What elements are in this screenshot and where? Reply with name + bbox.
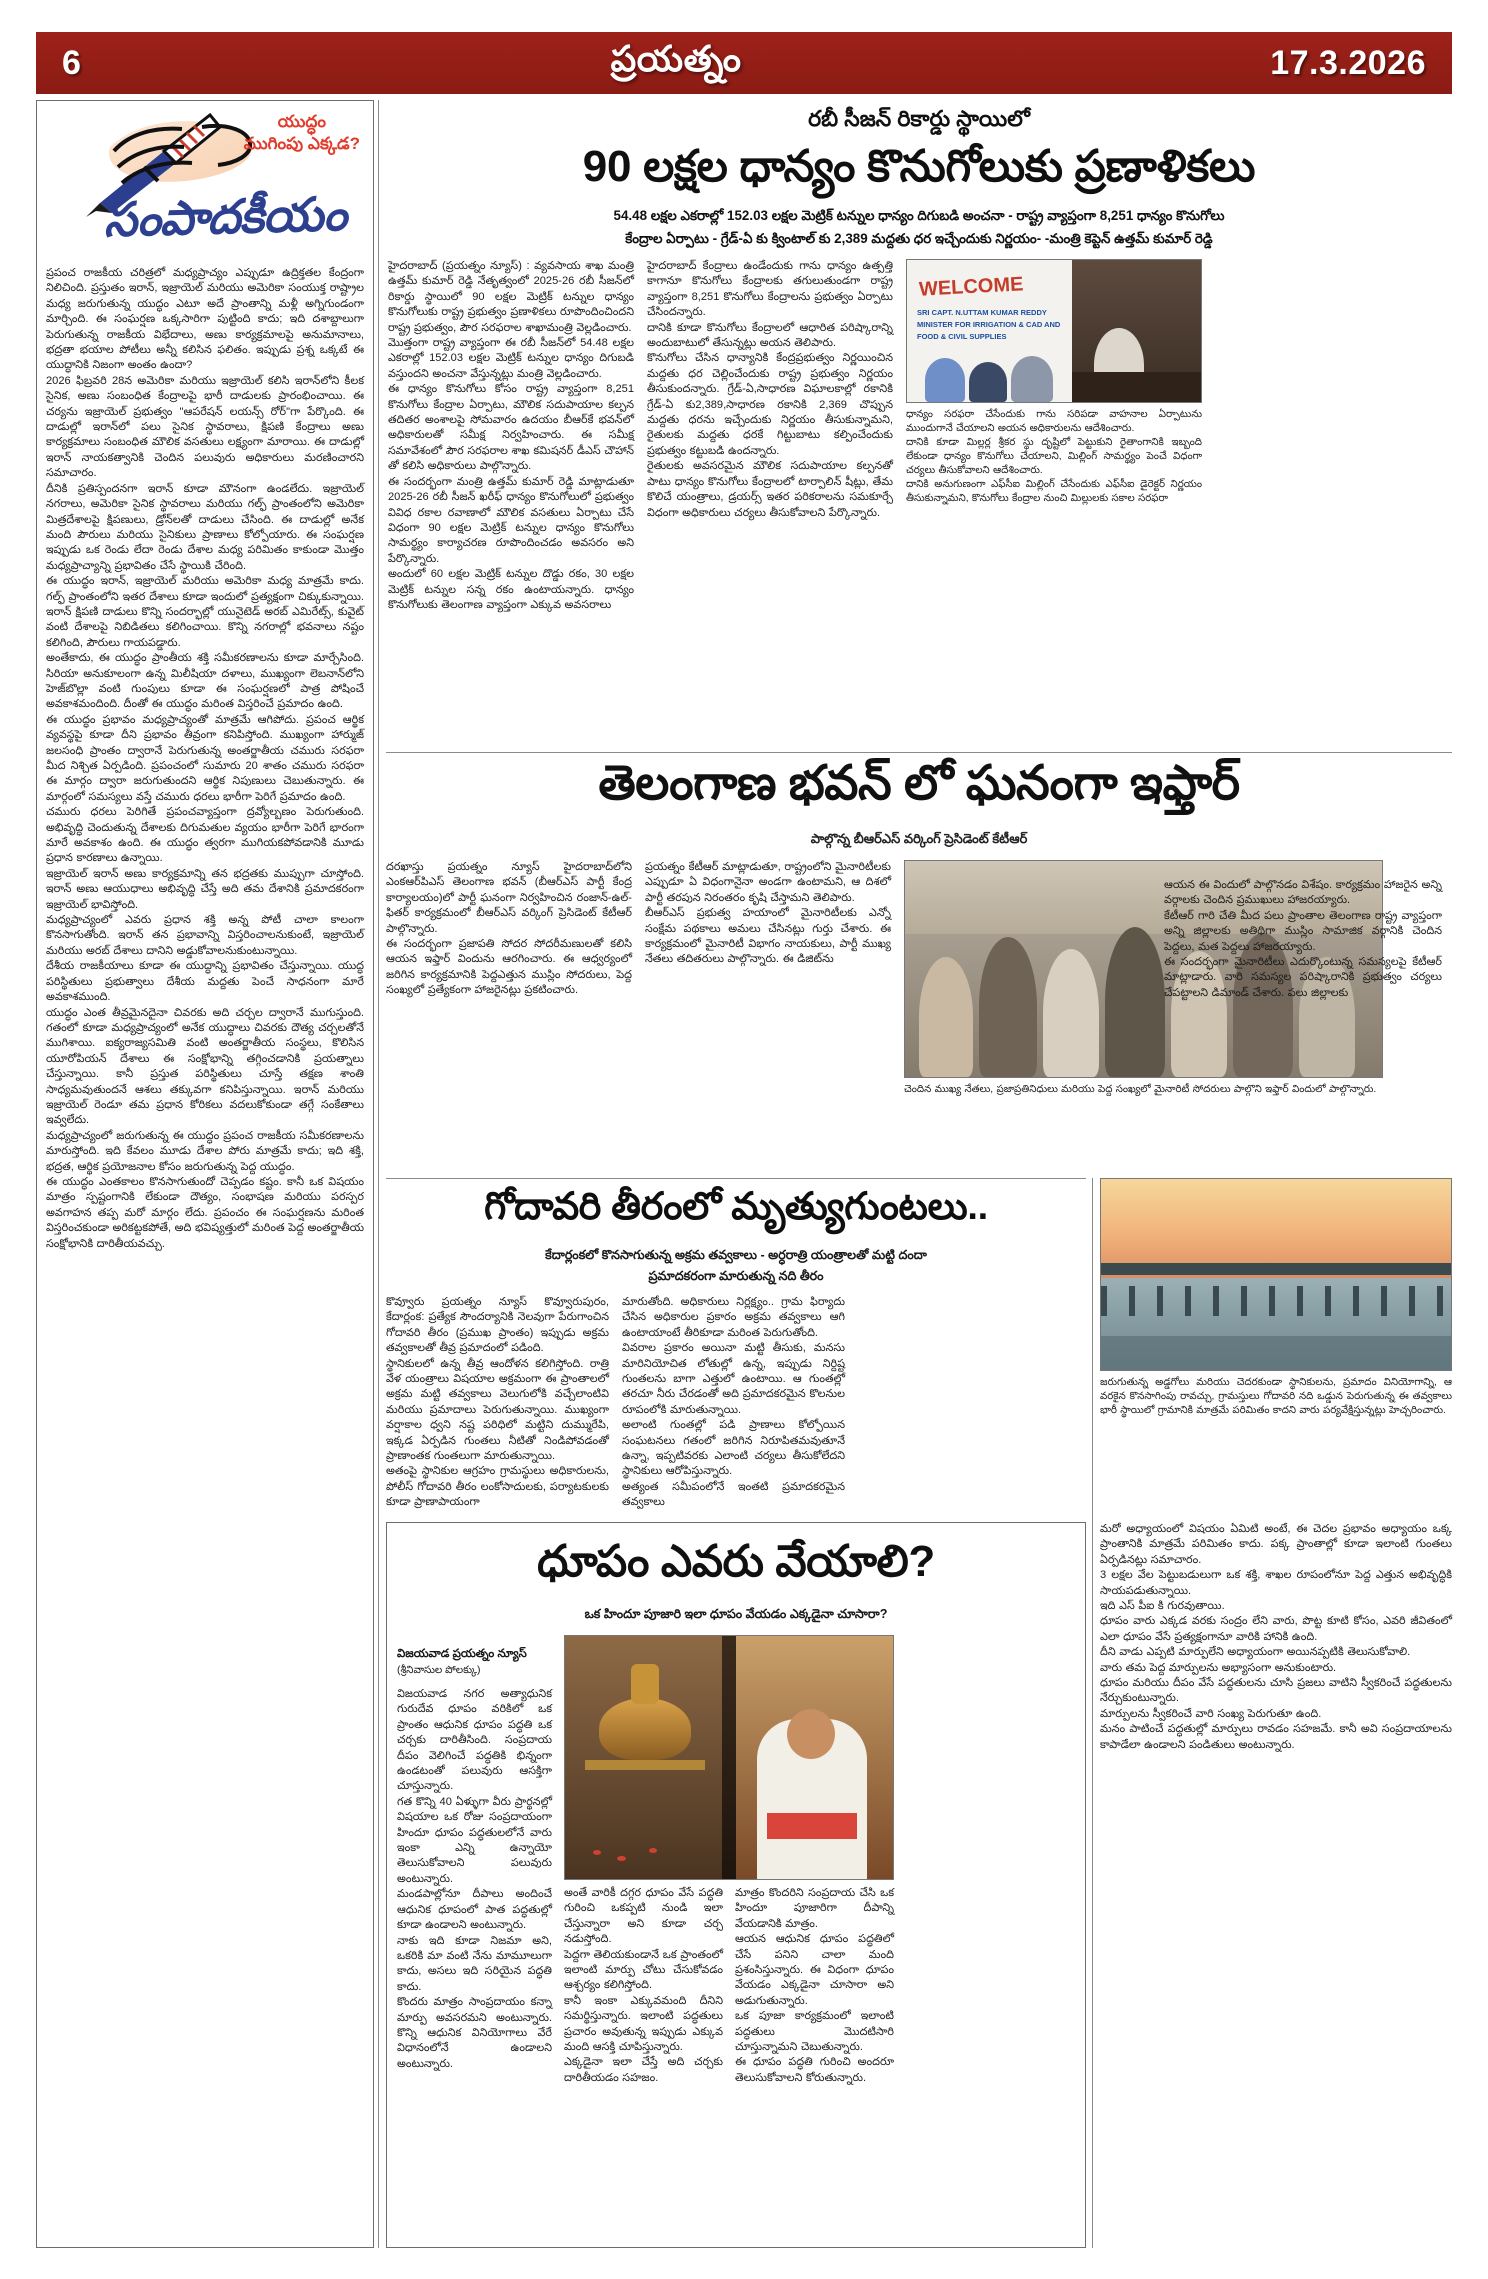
story-dhoopam-column-2: [564, 1886, 723, 2086]
story-iftar-column-1: [386, 860, 632, 1097]
person-figure: [979, 937, 1037, 1077]
godavari-bridge-photo: [1100, 1178, 1452, 1371]
story-grain-column-3: [906, 408, 1202, 506]
podium: [1072, 372, 1201, 402]
banner-line-2: MINISTER FOR IRRIGATION & CAD AND: [917, 320, 1061, 329]
editorial-kicker-line2: ముగింపు ఎక్కడ?: [243, 134, 360, 153]
paragraph: ధూపం వారు ఎక్కడ వరకు సంద్రం లేని వారు, పొట్ట కూటి కోసం, ఎవరి జీవితంలో ఎలా ధూపం వేసే ప్రత్యక్షంగానూ వారికి హానికి ఉంది.: [1100, 1615, 1452, 1643]
editorial-paragraph: దీనికి ప్రతిస్పందనగా ఇరాన్ కూడా మౌనంగా ఉండలేదు. ఇజ్రాయెల్ నగరాలు, అమెరికా సైనిక స్థావరాలు మరియు గల్ఫ్ ప్రాంతంలోని అమెరికా మిత్రదేశాలపై క్షిపణులు, డ్రోన్‌లతో దాడులు చేసింది. ఈ దాడుల్లో అనేక మంది పౌరులు మరియు సైనికులు ప్రాణాలు కోల్పోయారు. ఈ సంఘర్షణ ఇప్పుడు ఒక రెండు లేదా రెండు దేశాల మధ్య పరిమితం కాకుండా మొత్తం మధ్యప్రాచ్యాన్ని ప్రభావితం చేసే స్థాయికి చేరింది.: [46, 482, 364, 572]
editorial-paragraph: యుద్ధం ఎంత తీవ్రమైనదైనా చివరకు అది చర్చల ద్వారానే ముగుస్తుంది. గతంలో కూడా మధ్యప్రాచ్యంలో అనేక యుద్ధాలు చివరకు దౌత్య చర్చలతోనే ముగిశాయి. ఐక్యరాజ్యసమితి వంటి అంతర్జాతీయ సంస్థలు, కొలిసిన యూరోపియన్ దేశాలు ఈ సంక్షోభాన్ని తగ్గించడానికి ప్రయత్నాలు చేస్తున్నాయి. కానీ ప్రస్తుత పరిస్థితులు చూస్తే తక్షణ శాంతి సాధ్యమవుతుందనే ఆశలు తక్కువగా కనిపిస్తున్నాయి. ఇరాన్ మరియు ఇజ్రాయెల్ రెండూ తమ ప్రధాన కోరికలు వదలుకోకుండా తగ్గే సంకేతాలు ఇవ్వలేదు.: [46, 1006, 364, 1127]
story-grain-photo-column: [906, 259, 1202, 613]
story-godavari-headline: గోదావరి తీరంలో మృత్యుగుంటలు..: [484, 1186, 988, 1228]
paragraph: కానీ ఇంకా ఎక్కువమంది దీనిని సమర్థిస్తున్నారు. ఇలాంటి పద్ధతులు ప్రచారం అవుతున్న ఇప్పుడు ఎక్కువ మంది ఆసక్తి చూపిస్తున్నారు.: [564, 1994, 723, 2054]
story-grain-headline: 90 లక్షల ధాన్యం కొనుగోలుకు ప్రణాళికలు: [582, 142, 1256, 191]
editorial-paragraph: ప్రపంచ రాజకీయ చరిత్రలో మధ్యప్రాచ్యం ఎప్పుడూ ఉద్రిక్తతల కేంద్రంగా నిలిచింది. ప్రస్తుతం ఇరాన్, ఇజ్రాయెల్ మరియు అమెరికా సంయుక్త రాష్ట్రాల మధ్య జరుగుతున్న యుద్ధం ఎటూ అదే ప్రాంతాన్ని మళ్లీ అగ్నిగుండంగా మార్చింది. ఈ సంఘర్షణ ఒక్కసారిగా పుట్టింది కాదు; ఇది దశాబ్దాలుగా పెరుగుతున్న రాజకీయ విభేదాలు, అణు కార్యక్రమాలపై అనుమానాలు, భద్రతా భయాల పోటీలు అన్నీ కలిసిన ఫలితం. ఇప్పుడు ప్రశ్న ఒక్కటే ఈ యుద్ధానికి నిజంగా అంతం ఉందా?: [46, 267, 364, 372]
minister-press-meet-photo: [906, 259, 1202, 403]
flower-petal: [617, 1856, 626, 1861]
section-divider: [386, 752, 1452, 753]
story-grain-column-1: [388, 259, 634, 613]
story-iftar-column-2: [645, 860, 891, 1097]
paragraph: హైదరాబాద్ (ప్రయత్నం న్యూస్) : వ్యవసాయ శాఖ మంత్రి ఉత్తమ్ కుమార్ రెడ్డి నేతృత్వంలో 2025-26 రబీ సీజన్‌లో రికార్డు స్థాయిలో 90 లక్షల మెట్రిక్ టన్నుల ధాన్యం కొనుగోలుకు రాష్ట్ర ప్రభుత్వం ప్రణాళికలు రూపొందించిందని రాష్ట్ర ప్రభుత్వం, పౌర సరఫరాల శాఖామంత్రి వెల్లడించారు.: [388, 260, 634, 334]
publication-title: ప్రయత్నం: [610, 37, 742, 79]
paragraph: మాత్రం కొందరిని సంప్రదాయ చేసి ఒక హిందూ పూజారిగా దీపాన్ని వేయడానికి మాత్రం.: [735, 1887, 894, 1930]
story-iftar-column-3: [1164, 878, 1442, 1001]
story-grain-column-2: [647, 259, 893, 613]
story-grain-procurement: [386, 100, 1452, 740]
story-godavari: [386, 1178, 1086, 1508]
person-figure: [1105, 927, 1165, 1077]
paragraph: ధూపం మరియు దీపం వేసే పద్ధతులను చూసి ప్రజలు వాటిని స్వీకరించే పద్ధతులను నేర్చుకుంటున్నారు.: [1100, 1677, 1452, 1705]
story-dhoopam-byline-secondary: (శ్రీనివాసుల పోలక్కు): [397, 1665, 481, 1676]
editorial-paragraph: ఈ యుద్ధం ఎంతకాలం కొనసాగుతుందో చెప్పడం కష్టం. కానీ ఒక విషయం మాత్రం స్పష్టంగానికి లేకుండా దౌత్యం, సంభాషణ మరియు పరస్పర అవగాహన తప్ప మరో మార్గం లేదు. ప్రపంచం ఈ సంఘర్షణను మరింత విస్తరించకుండా అరికట్టకపోతే, అది భవిష్యత్తులో మరింత పెద్ద అంతర్జాతీయ సంక్షోభానికి దారితీయవచ్చు.: [46, 1175, 364, 1250]
story-iftar-photo-caption: చెందిన ముఖ్య నేతలు, ప్రజాప్రతినిధులు మరియు పెద్ద సంఖ్యలో మైనారిటీ సోదరులు పాల్గొని ఇఫ్తార్ విందులో పాల్గొన్నారు.: [904, 1084, 1377, 1095]
paragraph: దీని వాడు ఎప్పటి మార్పులేని అధ్యాయంగా అయినప్పటికి తెలుసుకోవాలి.: [1100, 1646, 1411, 1659]
story-godavari-photo-caption: జరుగుతున్న అడ్డగోలు మరియు చెదరకుండా స్థానికులను, ప్రమాదం వినియోగాన్ని, ఆ వరకైన కొనసాగింపు రావచ్చు, గ్రామస్తులు గోదావరి నది ఒడ్డున పెరుగుతున్న ఈ తవ్వకాలు భారీ స్థాయిలో గ్రామానికి మాత్రమే పరిమితం కాదని వారు పర్యవేక్షిస్తున్నట్లు హెచ్చరించారు.: [1100, 1377, 1452, 1416]
story-dhoopam-body: [397, 1635, 1075, 2086]
paragraph: ఈ ధాన్యం కొనుగోలు కోసం రాష్ట్ర వ్యాప్తంగా 8,251 కొనుగోలు కేంద్రాల ఏర్పాటు, మౌలిక సదుపాయాల కల్పన తదితర అంశాలపై సోమవారం ఉదయం బీఆర్‌కే భవన్‌లో అధికారులతో సమీక్ష నిర్వహించారు. ఈ సమీక్ష సమావేశంలో పౌర సరఫరాల శాఖ కమిషనర్ డీఎస్ చౌహాన్ తో కలిసి అధికారులు పాల్గొన్నారు.: [388, 383, 634, 473]
paragraph: అలాంటి గుంతల్లో పడి ప్రాణాలు కోల్పోయిన సంఘటనలు గతంలో జరిగిన నిరూపితమవుతూనే ఉన్నా, ఇప్పటివరకు ఎలాంటి చర్యలు తీసుకోలేదని స్థానికులు ఆరోపిస్తున్నారు.: [622, 1419, 845, 1478]
story-godavari-photo-column: [1100, 1178, 1452, 1418]
section-divider: [386, 1178, 1086, 1179]
editorial-kicker: [244, 111, 360, 155]
banner-line-3: FOOD & CIVIL SUPPLIES: [917, 332, 1007, 341]
editorial-paragraph: చమురు ధరలు పెరిగితే ప్రపంచవ్యాప్తంగా ద్రవ్యోల్బణం పెరుగుతుంది. అభివృద్ధి చెందుతున్న దేశాలకు దిగుమతుల వ్యయం భారీగా పెరిగే భారంగా మారే అవకాశం ఉంది. ఈ యుద్ధం త్వరగా ముగియకపోవడానికి మూడు ప్రధాన కారణాలు ఉన్నాయి.: [46, 806, 364, 865]
paragraph: దానికి కూడా కొనుగోలు కేంద్రాలలో ఆధారిత పరిష్కారాన్ని అందుబాటులో తేసున్నట్లు అయన తెలిపారు.: [647, 321, 893, 350]
paragraph: ఆయన ఆధునిక ధూపం పద్ధతిలో చేసే పనిని చాలా మంది ప్రశంసిస్తున్నారు. ఈ విధంగా ధూపం వేయడం ఎక్కడైనా చూసారా అని అడుగుతున్నారు.: [735, 1933, 894, 2007]
paragraph: దరఖాస్తు ప్రయత్నం న్యూస్ హైదరాబాద్‌లోని ఎంకఆర్‌పిఎస్ తెలంగాణ భవన్ (బీఆర్‌ఎస్ పార్టీ కేంద్ర కార్యాలయం)లో పార్టీ ఘనంగా నిర్వహించిన రంజాన్-ఉల్-ఫితర్ కార్యక్రమంలో బీఆర్‌ఎస్ వర్కింగ్ ప్రెసిడెంట్ కేటీఆర్ పాల్గొన్నారు.: [386, 861, 632, 935]
paragraph: ఈ ధూపం పద్ధతి గురించి అందరూ తెలుసుకోవాలని కోరుతున్నారు.: [735, 2056, 894, 2084]
paragraph: ఇది ఎస్ పీఐ కి గురవుతాయి.: [1100, 1600, 1225, 1613]
priest-dhoopam-photo: [564, 1635, 894, 1880]
column-rule: [1092, 1178, 1093, 2248]
story-godavari-column-1: [386, 1295, 609, 1511]
bridge-deck: [1101, 1263, 1451, 1275]
vessel-handle: [631, 1664, 659, 1704]
story-godavari-subhead-line1: కేదార్లంకలో కొనసాగుతున్న అక్రమ తవ్వకాలు - అర్ధరాత్రి యంత్రాలతో మట్టి దందా: [545, 1248, 927, 1262]
page-number: 6: [62, 43, 82, 82]
paragraph: మనం పాటించే పద్ధతుల్లో మార్పులు రావడం సహజమే. కానీ అవి సంప్రదాయాలను కాపాడేలా ఉండాలని పండితులు అంటున్నారు.: [1100, 1723, 1452, 1751]
story-dhoopam-photo-column: [564, 1635, 894, 2086]
story-godavari-subhead-line2: ప్రమాదకరంగా మారుతున్న నది తీరం: [648, 1269, 824, 1283]
masthead: [36, 32, 1452, 94]
paragraph: దానికి అనుగుణంగా ఎఫ్‌సీఐ మిల్లింగ్ చేసేందుకు ఎఫ్‌సీఐ డైరెక్టర్ నిర్ణయం తీసుకున్నామని, కొనుగోలు కేంద్రాల నుంచి మిల్లులకు సకాల సరఫరా: [906, 479, 1202, 504]
paragraph: ప్రయత్నం కేటీఆర్ మాట్లాడుతూ, రాష్ట్రంలోని మైనారిటీలకు ఎప్పుడూ ఏ విధంగానైనా అండగా ఉంటామని, ఆ దిశలో పార్టీ తరపున నిరంతరం కృషి చేస్తామని తెలిపారు.: [645, 861, 891, 904]
editorial-masthead: [46, 107, 364, 262]
paragraph: కొనుగోలు చేసిన ధాన్యానికి కేంద్రప్రభుత్వం నిర్ణయించిన మద్దతు ధర చెల్లించేందుకు రాష్ట్ర ప్రభుత్వం నిర్ణయం తీసుకుందన్నారు. గ్రేడ్-ఏ,సాధారణ విఘాలకాల్లో రకానికి గ్రేడ్-ఏ కు2,389,సాధారణ రకానికి 2,369 చొప్పున మద్దతు ధరను ఇచ్చేందుకు నిర్ణయం తీసుకున్నామని, రైతులకు మద్దతు ధరకే గిట్టుబాటు కల్పించేందుకు ప్రభుత్వం కట్టుబడి ఉందన్నారు.: [647, 352, 893, 457]
paragraph: నాకు ఇది కూడా నిజమా అని, ఒకరికి మా వంటి నేను మామూలుగా కాదు, అసలు ఇది సరియైన పద్ధతి కాదు.: [397, 1934, 552, 1993]
paragraph: మొత్తంగా రాష్ట్ర వ్యాప్తంగా ఈ రబీ సీజన్‌లో 54.48 లక్షల ఎకరాల్లో 152.03 లక్షల మెట్రిక్ టన్నుల ధాన్యం దిగుబడి వస్తుందని అంచనా వేస్తున్నట్లు మంత్రి వెల్లడించారు.: [388, 337, 634, 380]
right-rail-body: [1100, 1522, 1452, 1753]
story-grain-columns: [386, 259, 1452, 613]
vessel-base: [585, 1760, 705, 1770]
paragraph: హైదరాబాద్ కేంద్రాలు ఉండేందుకు గాను ధాన్యం ఉత్పత్తి కాగానూ కొనుగోలు కేంద్రాలకు తగులుతుండగా రాష్ట్ర వ్యాప్తంగా 8,251 కొనుగోలు కేంద్రాలను ప్రభుత్వం ఏర్పాటు చేసిందన్నారు.: [647, 260, 893, 319]
story-dhoopam: [386, 1522, 1086, 2248]
story-grain-kicker: రబీ సీజన్ రికార్డు స్థాయిలో: [808, 106, 1030, 131]
editorial-paragraph: ఈ యుద్ధం ప్రభావం మధ్యప్రాచ్యంతో మాత్రమే ఆగిపోదు. ప్రపంచ ఆర్థిక వ్యవస్థపై కూడా దీని ప్రభావం తీవ్రంగా కనిపిస్తోంది. ముఖ్యంగా హార్ముజ్ జలసంధి ప్రాంతం ద్వారానే పెరుగుతున్న అంతర్జాతీయ చమురు సరఫరా మీద నిశ్చిత ఏర్పడింది. ప్రపంచంలో సుమారు 20 శాతం చమురు సరఫరా ఈ మార్గం ద్వారా జరుగుతుందని ఆర్థిక నిపుణులు చెబుతున్నారు. ఈ మార్గంలో సమస్యలు వస్తే చమురు ధరలు భారీగా పెరిగే ప్రమాదం ఉంది.: [46, 713, 364, 803]
column-rule: [378, 100, 379, 2248]
paragraph: ఎక్కడైనా ఇలా చేస్తే అది చర్చకు దారితీయడం సహజం.: [564, 2056, 723, 2084]
person-figure: [925, 358, 965, 402]
story-dhoopam-column-1: [397, 1635, 552, 2086]
editorial-body: [46, 266, 364, 1252]
story-dhoopam-column-3: [735, 1886, 894, 2086]
paragraph: 3 లక్షల వేల పెట్టుబడులుగా ఒక శక్తి, శాఖల రూపంలోనూ పెద్ద ఎత్తున అభివృద్ధికి సాయపడుతున్నాయి.: [1100, 1569, 1452, 1597]
paragraph: మారుతోంది. అధికారులు నిర్లక్ష్యం.. గ్రామ ఫిర్యాదు చేసిన అధికారుల ప్రకారం అక్రమ తవ్వకాలు ఆగి ఉంటాయాంటే తీరికూడా మరింత పెరుగుతోంది.: [622, 1296, 845, 1339]
incense-vessel: [599, 1698, 691, 1760]
paragraph: రైతులకు అవసరమైన మౌలిక సదుపాయాల కల్పనతో పాటు ధాన్యం కొనుగోలు కేంద్రాలలో టార్పాలిన్ షీట్లు, తేమ కొలిచే యంత్రాలు, డ్రయర్స్ ఇతర పరికరాలను సమకూర్చే విధంగా అధికారులు చర్యలు తీసుకోవాలని పేర్కొన్నారు.: [647, 460, 893, 519]
editorial-paragraph: దేశీయ రాజకీయాలు కూడా ఈ యుద్ధాన్ని ప్రభావితం చేస్తున్నాయి. యుద్ధ పరిస్థితులు ప్రభుత్వాలు దేశీయ మద్దతు పెంచే సాధనంగా మారే అవకాశముంది.: [46, 960, 364, 1004]
paragraph: మార్పులను స్వీకరించే వారి సంఖ్య పెరుగుతూ ఉంది.: [1100, 1707, 1322, 1720]
story-godavari-column-2: [622, 1295, 845, 1511]
story-grain-subhead-line1: 54.48 లక్షల ఎకరాల్లో 152.03 లక్షల మెట్రిక్ టన్నుల ధాన్యం దిగుబడి అంచనా - రాష్ట్ర వ్యాప్తంగా 8,251 ధాన్యం కొనుగోలు: [613, 208, 1225, 223]
priest-head: [787, 1709, 835, 1759]
paragraph: ఆయన ఈ విందులో పాల్గొనడం విశేషం. కార్యక్రమం హాజరైన అన్ని వర్గాలకు చెందిన ప్రముఖులు హాజరయ్యారు.: [1164, 879, 1442, 907]
story-dhoopam-headline: ధూపం ఎవరు వేయాలి?: [537, 1537, 935, 1586]
person-figure: [919, 957, 973, 1077]
editorial-paragraph: మధ్యప్రాచ్యంలో జరుగుతున్న ఈ యుద్ధం ప్రపంచ రాజకీయ సమీకరణాలను మారుస్తోంది. ఇది కేవలం మూడు దేశాల పోరు మాత్రమే కాదు; ఇది శక్తి, భద్రత, ఆర్థిక ప్రయోజనాల కోసం జరుగుతున్న పెద్ద యుద్ధం.: [46, 1129, 364, 1173]
story-dhoopam-byline: విజయవాడ ప్రయత్నం న్యూస్: [397, 1647, 527, 1660]
paragraph: కేటీఆర్ గారి చేతి మీద పలు ప్రాంతాల తెలంగాణ రాష్ట్ర వ్యాప్తంగా అన్ని జిల్లాలకు అతిథిగా ముస్లిం సామాజిక వర్గానికి చెందిన పెద్దలు, మత పెద్దలు హాజరయ్యారు.: [1164, 909, 1442, 953]
editorial-paragraph: 2026 ఫిబ్రవరి 28న అమెరికా మరియు ఇజ్రాయెల్ కలిసి ఇరాన్‌లోని కీలక సైనిక, అణు సంబంధిత కేంద్రాలపై భారీ దాడులకు ప్రారంభించాయి. ఈ చర్యను ఇజ్రాయెల్ ప్రభుత్వం "ఆపరేషన్ లయన్స్ రోర్"గా పేర్కొంది. ఈ దాడుల్లో ఇరాన్‌లో పలు సైనిక స్థావరాలు, క్షిపణి కేంద్రాలు అణు కార్యక్రమాలు సంబంధిత మౌలిక వసతులు లక్ష్యంగా మారాయి. ఈ దాడుల్లో ఇరాన్ నాయకత్వానికి చెందిన పలువురు అధికారులు మరణించారని సమాచారం.: [46, 374, 364, 480]
person-figure: [1043, 949, 1099, 1077]
priest-shawl: [767, 1813, 857, 1839]
paragraph: మండపాల్లోనూ దీపాలు అందించే ఆధునిక ధూపంలో పాత పద్ధతుల్లో కూడా ఉండాలని అంటున్నారు.: [397, 1888, 552, 1932]
paragraph: స్థానికులలో ఉన్న తీవ్ర ఆందోళన కలిగిస్తోంది. రాత్రి వేళ యంత్రాలు విషయాల అక్రమంగా ఈ ప్రాంతాలలో అక్రమ మట్టి తవ్వకాలు వెలుగులోకి వచ్చేలాంటివి మరియు ప్రమాదాలు పెరుగుతున్నాయి. ముఖ్యంగా వర్షాకాల ధ్వని నష్ట పరిధిలో మట్టిని దుమ్మురేపి, ఇక్కడ ఏర్పడిన గుంతలు నీటితో నిండిపోవడంతో ప్రాణాంతక గుంతలుగా మారుతున్నాయి.: [386, 1357, 609, 1463]
publication-date: 17.3.2026: [1270, 43, 1426, 82]
story-iftar-subhead: పాల్గొన్న బీఆర్‌ఎస్ వర్కింగ్ ప్రెసిడెంట్ కేటీఆర్: [810, 831, 1028, 846]
person-figure: [1011, 356, 1053, 402]
paragraph: కొందరు మాత్రం సాంప్రదాయం కన్నా మార్పు అవసరమని అంటున్నారు. కొన్ని ఆధునిక వినియోగాలు వేరే విధానంలోనే ఉండాలని అంటున్నారు.: [397, 1996, 552, 2070]
paragraph: బీఆర్‌ఎస్ ప్రభుత్వ హయాంలో మైనారిటీలకు ఎన్నో సంక్షేమ పథకాలు అమలు చేసినట్లు గుర్తు చేశారు. ఈ కార్యక్రమంలో మైనారిటీ విభాగం నాయకులు, పార్టీ ముఖ్య నేతలు తదితరులు పాల్గొన్నారు. ఈ డిజిట్‌ను: [645, 907, 891, 966]
editorial-paragraph: ఈ యుద్ధం ఇరాన్, ఇజ్రాయెల్ మరియు అమెరికా మధ్య మాత్రమే కాదు. గల్ఫ్ ప్రాంతంలోని ఇతర దేశాలు కూడా ఇందులో ప్రత్యక్షంగా చిక్కుకున్నాయి. ఇరాన్ క్షిపణి దాడులు కొన్ని సందర్భాల్లో యునైటెడ్ అరబ్ ఎమిరేట్స్, కువైట్ వంటి దేశాలపై నిబిడితలు కలిగించాయి. కొన్ని నగరాల్లో భవనాలు నష్టం కలిగింది, పౌరులు గాయపడ్డారు.: [46, 575, 364, 649]
flower-petal: [649, 1848, 657, 1853]
person-figure: [969, 362, 1007, 402]
paragraph: ఈ సందర్భంగా మంత్రి ఉత్తమ్ కుమార్ రెడ్డి మాట్లాడుతూ 2025-26 రబీ సీజన్ ఖరీఫ్ ధాన్యం కొనుగోలులో ప్రభుత్వం వివిధ రకాల రవాణాలో మౌలిక వసతులు ఏర్పాటు చేసే విధంగా 90 లక్షల మెట్రిక్ టన్నుల ధాన్యం కొనుగోలు సామర్థ్యం కార్యాచరణ రూపొందించడం అవసరం అని పేర్కొన్నారు.: [388, 475, 634, 565]
bridge-pillars: [1101, 1286, 1451, 1316]
paragraph: ఒక పూజా కార్యక్రమంలో ఇలాంటి పద్ధతులు మొదటిసారి చూస్తున్నామని చెబుతున్నారు.: [735, 2010, 894, 2054]
paragraph: ఈ సందర్భంగా మైనారిటీలు ఎదుర్కొంటున్న సమస్యలపై కేటీఆర్ మాట్లాడారు. వారి సమస్యల పరిష్కారానికి ప్రభుత్వం చర్యలు చేపట్టాలని డిమాండ్ చేశారు. పలు జిల్లాలకు: [1164, 956, 1442, 999]
podium-area: [1072, 260, 1201, 402]
banner-line-1: SRI CAPT. N.UTTAM KUMAR REDDY: [917, 308, 1047, 317]
editorial-kicker-line1: యుద్ధం: [277, 112, 327, 131]
welcome-banner: [907, 260, 1078, 402]
editorial-paragraph: అంతేకాదు, ఈ యుద్ధం ప్రాంతీయ శక్తి సమీకరణాలను కూడా మార్చేసింది. సిరియా అనుకూలంగా ఉన్న మిలీషియా దళాలు, ముఖ్యంగా లెబనాన్‌లోని హెజ్‌బొల్లా వంటి గుంపులు కూడా ఈ సంఘర్షణలో పాత్ర పోషించే అవకాశమందింది. దీంతో ఈ యుద్ధం మరింత విస్తరించే ప్రమాదం ఉంది.: [46, 652, 364, 711]
paragraph: వివరాల ప్రకారం అయినా మట్టి తీసుకు, మనసు మారినియోచిత లోతుల్లో ఉన్న, ఇప్పుడు నిర్దిష్ట గుంతలను బాగా ఎత్తులో ఉంటాయి. ఆ గుంతల్లో తరచూ నీరు చేరడంతో అది ప్రమాదకరమైన కొలనుల రూపంలోకి మారుతున్నాయి.: [622, 1342, 845, 1416]
paragraph: అందులో 60 లక్షల మెట్రిక్ టన్నుల దొడ్డు రకం, 30 లక్షల మెట్రిక్ టన్నుల సన్న రకం ఉంటాయన్నారు. ధాన్యం కొనుగోలుకు తెలంగాణ వ్యాప్తంగా ఎక్కువ అవసరాలు: [388, 568, 634, 611]
paragraph: పెద్దగా తెలియకుండానే ఒక ప్రాంతంలో ఇలాంటి మార్పు చోటు చేసుకోవడం ఆశ్చర్యం కలిగిస్తోంది.: [564, 1948, 723, 1992]
editorial-paragraph: ఇజ్రాయెల్ ఇరాన్ అణు కార్యక్రమాన్ని తన భద్రతకు ముప్పుగా చూస్తోంది. ఇరాన్ అణు ఆయుధాలు అభివృద్ధి చేస్తే అది తమ దేశానికి ప్రమాదకరంగా ఇజ్రాయెల్ భావిస్తోంది.: [46, 867, 364, 911]
paragraph: ఈ సందర్భంగా ప్రజాపతి సోదర సోదరీమణులతో కలిసి ఆయన ఇఫ్తార్ విందును ఆరగించారు. ఈ ఆధ్వర్యంలో జరిగిన కార్యక్రమానికి పెద్దఎత్తున ముస్లిం సోదరులు, పెద్ద సంఖ్యలో ప్రత్యేకంగా హాజరైనట్లు ప్రకటించారు.: [386, 938, 632, 997]
paragraph: అత్యంత సమీపంలోనే ఇంతటి ప్రమాదకరమైన తవ్వకాలు: [622, 1480, 845, 1509]
welcome-text: WELCOME: [918, 273, 1024, 301]
paragraph: వారు తమ పెద్ద మార్పులను అభ్యాసంగా అనుకుంటారు.: [1100, 1661, 1337, 1674]
story-godavari-columns: [386, 1295, 1086, 1511]
paragraph: మరో అధ్యాయంలో విషయం ఏమిటి అంటే, ఈ చెదల ప్రభావం అధ్యాయం ఒక్క ప్రాంతానికి మాత్రమే పరిమితం కాదు. పక్క ప్రాంతాల్లో కూడా ఇలాంటి గుంతలు ఏర్పడినట్లు సమాచారం.: [1100, 1523, 1452, 1566]
right-rail-column: [1100, 1522, 1452, 2248]
paragraph: దానికి కూడా మిల్లర్ల శ్రీకర స్థు దృష్టిలో పెట్టుకుని రైతాంగానికి ఇబ్బంది లేకుండా ధాన్యం కొనుగోలు చేయాలని, మిల్లింగ్ సామర్థ్యం పెంచే విధంగా చర్యలు తీసుకోవాలని ఆదేశించారు.: [906, 437, 1202, 476]
story-dhoopam-subhead: ఒక హిందూ పూజారి ఇలా ధూపం వేయడం ఎక్కడైనా చూసారా?: [584, 1607, 888, 1621]
editorial-wordmark: సంపాదకీయం: [103, 186, 347, 247]
story-iftar: [386, 752, 1452, 1166]
flower-petal: [593, 1850, 601, 1855]
paragraph: గత కొన్ని 40 ఏళ్ళుగా వీరు ప్రార్థనల్లో విషయాల ఒక రోజు సంప్రదాయంగా హిందూ ధూపం పద్ధతులలోనే వారు ఇంకా ఎన్ని ఉన్నాయో తెలుసుకోవాలని పలువురు అంటున్నారు.: [397, 1795, 552, 1885]
editorial-paragraph: మధ్యప్రాచ్యంలో ఎవరు ప్రధాన శక్తి అన్న పోటీ చాలా కాలంగా కొనసాగుతోంది. ఇరాన్ తన ప్రభావాన్ని విస్తరించాలనుకుంటే, ఇజ్రాయెల్ మరియు అరబ్ దేశాలు దానిని అడ్డుకోవాలనుకుంటున్నాయి.: [46, 914, 364, 957]
paragraph: ధాన్యం సరఫరా చేసేందుకు గాను సరిపడా వాహనాల ఏర్పాటును ముందుగానే చేయాలని అయన అధికారులను ఆదేశించారు.: [906, 409, 1202, 434]
editorial-column: [36, 100, 374, 2248]
paragraph: విజయవాడ నగర అత్యాధునిక గురుదేవ ధూపం వరికిలో ఒక ప్రాంతం ఆధునిక ధూపం పద్ధతి ఒక చర్చకు దారితీసింది. సంప్రదాయ దీపం వెలిగించే పద్ధతికి భిన్నంగా ఉండటంతో పలువురు ఆసక్తిగా చూస్తున్నారు.: [397, 1688, 552, 1793]
story-grain-subhead-line2: కేంద్రాల ఏర్పాటు - గ్రేడ్-ఏ కు క్వింటాల్ కు 2,389 మద్దతు ధర ఇచ్చేందుకు నిర్ణయం- -మంత్రి కెప్టెన్ ఉత్తమ్ కుమార్ రెడ్డి: [625, 231, 1213, 246]
paragraph: కొవ్వూరు ప్రయత్నం న్యూస్ కొవ్వూరుపురం, కేదార్లంక: ప్రత్యేక సౌందర్యానికి నెలవుగా పేరుగాంచిన గోదావరి తీరం (ప్రముఖ ప్రాంతం) ఇప్పుడు అక్రమ తవ్వకాలతో తీవ్ర ప్రమాదంలో పడింది.: [386, 1296, 609, 1355]
paragraph: అంతే వారికీ దగ్గర ధూపం వేసే పద్ధతి గురించి ఒకప్పటి నుండి ఇలా చేస్తున్నారా అని కూడా చర్చ నడుస్తోంది.: [564, 1887, 723, 1946]
river-reflection: [1101, 1336, 1451, 1370]
story-iftar-headline: తెలంగాణ భవన్ లో ఘనంగా ఇఫ్తార్: [598, 757, 1240, 810]
paragraph: అతంపై స్థానికుల ఆగ్రహం గ్రామస్థులు అధికారులను, పోలీస్ గోదావరి తీరం లంకోసాదులకు, పర్యాటకులకు కూడా ప్రాణాపాయంగా: [386, 1465, 609, 1509]
